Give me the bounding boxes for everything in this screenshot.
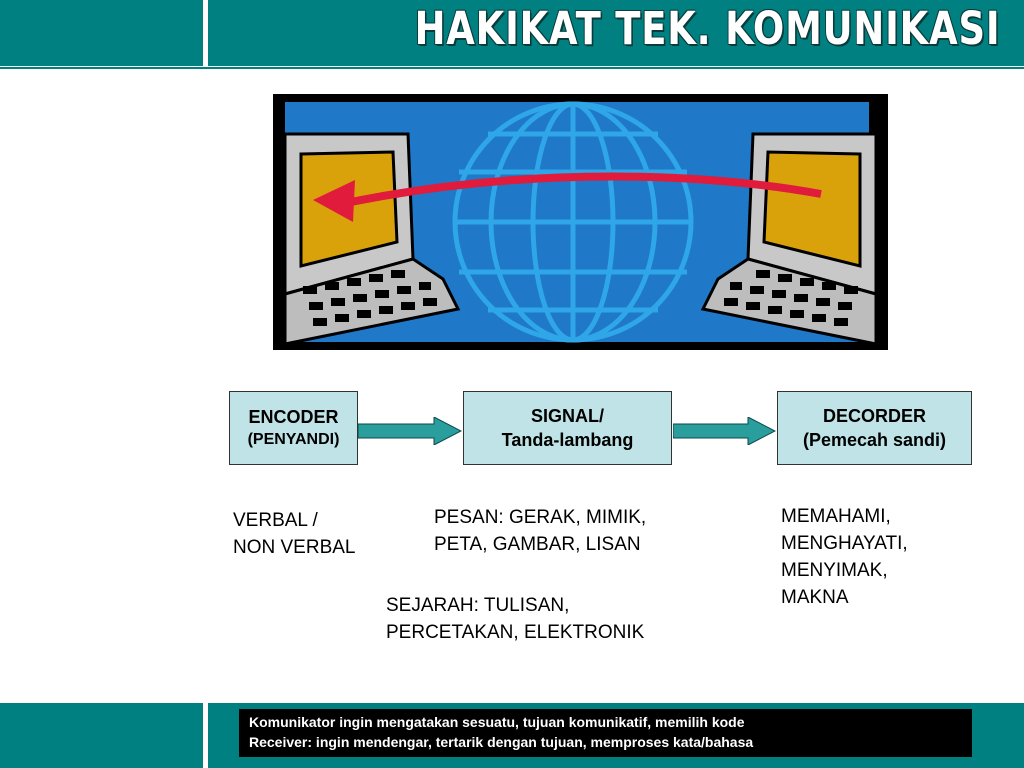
decoder-box xyxy=(777,391,972,465)
memahami-note: MEMAHAMI, MENGHAYATI, MENYIMAK, MAKNA xyxy=(781,506,908,608)
encoder-box xyxy=(229,391,358,465)
top-bar-left xyxy=(0,0,203,66)
slide-title: HAKIKAT TEK. KOMUNIKASI xyxy=(414,2,1000,55)
signal-sublabel: Tanda-lambang xyxy=(501,430,634,450)
globe-icon xyxy=(455,104,691,340)
encoder-sublabel: (PENYANDI) xyxy=(247,431,340,448)
bottom-bar-left xyxy=(0,703,203,768)
encoder-label: ENCODER xyxy=(248,407,339,427)
signal-box xyxy=(463,391,672,465)
verbal-note: VERBAL / NON VERBAL xyxy=(233,510,356,558)
footer-line-2: Receiver: ingin mendengar, tertarik dengan tujuan, memproses kata/bahasa xyxy=(249,734,754,750)
signal-label: SIGNAL/ xyxy=(530,406,604,426)
right-arrow-icon xyxy=(673,417,776,445)
communication-illustration xyxy=(273,94,888,350)
decoder-sublabel: (Pemecah sandi) xyxy=(802,430,947,450)
top-divider xyxy=(0,67,1024,69)
footer-caption xyxy=(239,709,972,757)
footer-line-1: Komunikator ingin mengatakan sesuatu, tujuan komunikatif, memilih kode xyxy=(249,714,745,730)
decoder-label: DECORDER xyxy=(822,406,926,426)
right-arrow-icon xyxy=(358,417,462,445)
sejarah-note: SEJARAH: TULISAN, PERCETAKAN, ELEKTRONIK xyxy=(386,595,645,643)
pesan-note: PESAN: GERAK, MIMIK, PETA, GAMBAR, LISAN xyxy=(434,507,647,555)
